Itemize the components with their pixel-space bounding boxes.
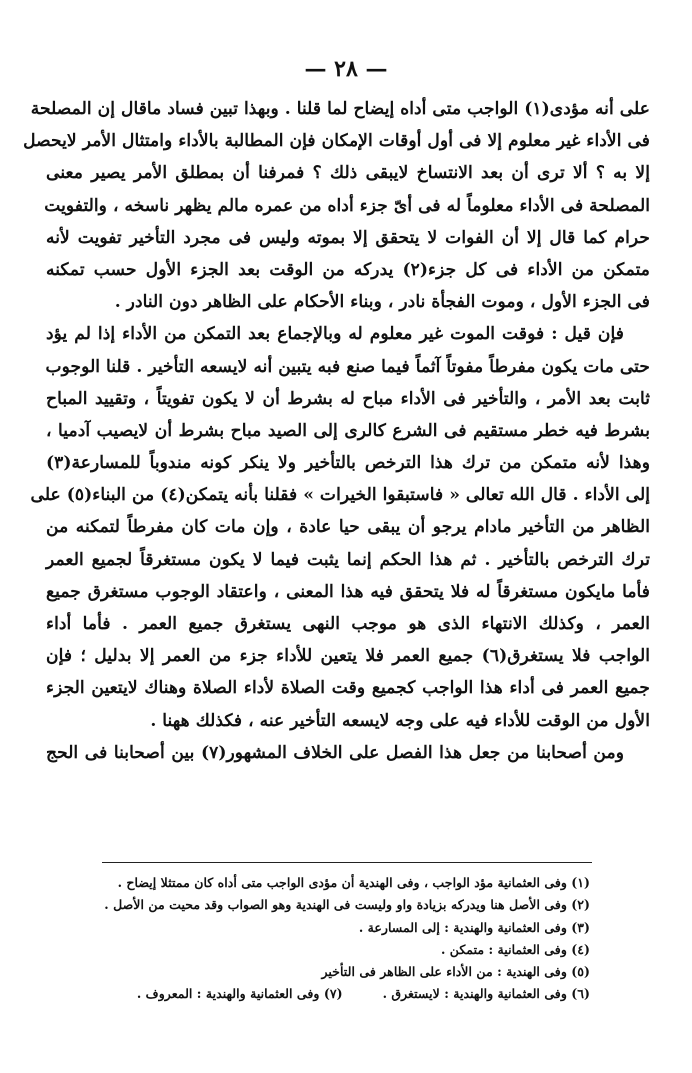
text-line: ومن أصحابنا من جعل هذا الفصل على الخلاف المشهور(٧) بين أصحابنا فى الحج <box>46 742 624 763</box>
text-line: فأما مايكون مستغرقاً له فلا يتحقق فيه هذا المعنى ، واعتقاد الوجوب مستغرق جميع <box>46 581 650 602</box>
text-line: فى الأداء غير معلوم إلا فى أول أوقات الإمكان فإن المطالبة بالأداء وامتثال الأمر لايحصل <box>23 131 650 152</box>
footnote-separator <box>102 862 592 863</box>
text-line: وهذا لأنه متمكن من ترك هذا الترخص بالتأخير ولا ينكر كونه مندوباً للمسارعة(٣) <box>46 453 650 474</box>
text-line: المصلحة فى الأداء معلوماً له فى أىّ جزء أداه من عمره مالم يظهر ناسخه ، والتفويت <box>44 195 650 216</box>
text-line: ترك الترخص بالتأخير . ثم هذا الحكم إنما يثبت فيما لا يكون مستغرقاً لجميع العمر <box>46 549 650 570</box>
text-line: الظاهر من التأخير مادام يرجو أن يبقى حيا عادة ، وإن مات كان مفرطاً لتمكنه من <box>46 517 650 538</box>
footnotes <box>60 872 590 1006</box>
text-line: على أنه مؤدى(١) الواجب متى أداه إيضاح لما قلنا . وبهذا تبين فساد ماقال إن المصلحة <box>30 99 650 119</box>
text-line: العمر ، وكذلك الانتهاء الذى هو موجب النهى يستغرق جميع العمر . فأما أداء <box>46 614 650 634</box>
text-line: جميع العمر فى أداء هذا الواجب كجميع وقت الصلاة لأداء الصلاة وهناك لايتعين الجزء <box>46 678 650 699</box>
footnote: (٧) وفى العثمانية والهندية : المعروف . <box>136 986 343 1002</box>
footnote: (٤) وفى العثمانية : متمكن . <box>440 941 590 957</box>
text-line: الأول من الوقت للأداء فيه على وجه لايسعه التأخير عنه ، فكذلك ههنا . <box>150 710 650 731</box>
footnote: (٢) وفى الأصل هنا ويدركه بزيادة واو وليست فى الهندية وهو الصواب وقد محيت من الأصل . <box>104 897 590 913</box>
text-line: ثابت بعد الأمر ، والتأخير فى الأداء مباح له بشرط أن لا يكون تفويتاً ، وتقييد المباح <box>46 388 650 409</box>
text-line: حتى مات يكون مفرطاً مفوتاً آثماً فيما صنع فبه يتبين أنه لايسعه التأخير . قلنا الوجوب <box>45 356 650 377</box>
footnote: (١) وفى العثمانية مؤد الواجب ، وفى الهندية أن مؤدى الواجب متى أداه كان ممتثلا إيضاح . <box>117 875 590 890</box>
text-line: بشرط فيه خطر مستقيم فى الشرع كالرى إلى الصيد مباح بشرط أن لايصيب آدميا ، <box>46 420 650 441</box>
footnote-row <box>60 983 590 1005</box>
text-line: إلى الأداء . قال الله تعالى « فاستبقوا الخيرات » فقلنا بأنه يتمكن(٤) من البناء(٥) على <box>30 485 650 506</box>
text-line: فإن قيل : فوقت الموت غير معلوم له وبالإجماع بعد التمكن من الأداء إذا لم يؤد <box>46 324 624 345</box>
footnote: (٥) وفى الهندية : من الأداء على الظاهر فى التأخير <box>321 964 590 980</box>
text-line: فى الجزء الأول ، وموت الفجأة نادر ، وبناء الأحكام على الظاهر دون النادر . <box>114 292 650 313</box>
page-number: — ٢٨ — <box>304 56 388 82</box>
footnote: (٦) وفى العثمانية والهندية : لايستغرق . <box>382 986 590 1002</box>
text-line: حرام كما قال إلا أن الفوات لا يتحقق إلا بموته وليس فى مجرد التأخير تفويت لأنه <box>46 227 650 248</box>
text-line: الواجب فلا يستغرق(٦) جميع العمر فلا يتعين للأداء جزء من العمر إلا بدليل ؛ فإن <box>46 646 650 667</box>
main-text <box>23 93 650 769</box>
footnote: (٣) وفى العثمانية والهندية : إلى المسارعة . <box>358 919 590 935</box>
text-line: متمكن من الأداء فى كل جزء(٢) يدركه من الوقت بعد الجزء الأول حسب تمكنه <box>46 259 650 280</box>
text-line: إلا به ؟ ألا ترى أن بعد الانتساخ لايبقى ذلك ؟ فمرفنا أن بمطلق الأمر يصير معنى <box>46 163 650 184</box>
